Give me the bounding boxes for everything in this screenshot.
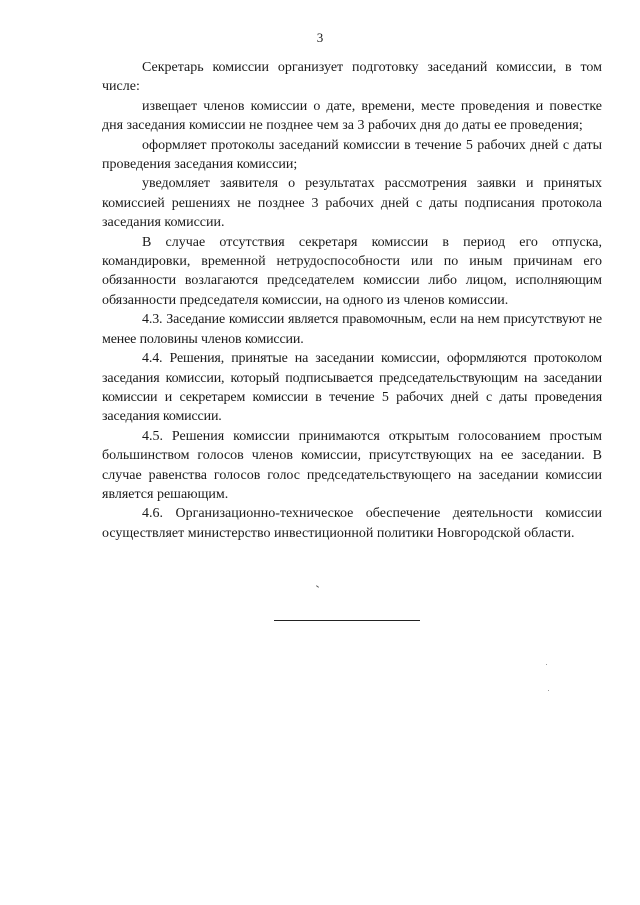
paragraph-notify-applicant: уведомляет заявителя о результатах рассмотрения заявки и принятых комиссией решениях не позднее 3 рабочих дней с даты подписания протокола заседания комиссии. — [102, 176, 602, 231]
paragraph-4-3-quorum: 4.3. Заседание комиссии является правомочным, если на нем присутствуют не менее половины членов комиссии. — [102, 312, 602, 347]
scan-dot — [548, 690, 549, 691]
paragraph-4-4-decisions: 4.4. Решения, принятые на заседании комиссии, оформляются протоколом заседания комиссии, который подписывается председательствующим на заседании комиссии и секретарем комиссии в течение 5 рабочих дней с даты проведения заседания комиссии. — [102, 351, 602, 425]
scan-mark — [316, 585, 319, 588]
paragraph-secretary-absence: В случае отсутствия секретаря комиссии в период его отпуска, командировки, временной нетрудоспособности или по иным причинам его обязанности возлагаются председателем комиссии либо лицом, исполняющим обязанности председателя комиссии, на одного из членов комиссии. — [102, 234, 602, 308]
scan-dot — [546, 664, 547, 665]
paragraph-notify-members: извещает членов комиссии о дате, времени, месте проведения и повестке дня заседания комиссии не позднее чем за 3 рабочих дня до даты ее проведения; — [102, 98, 602, 134]
closing-divider-line — [274, 620, 420, 621]
paragraph-4-6-support: 4.6. Организационно-техническое обеспечение деятельности комиссии осуществляет министерство инвестиционной политики Новгородской области. — [102, 506, 602, 541]
paragraph-minutes: оформляет протоколы заседаний комиссии в течение 5 рабочих дней с даты проведения заседания комиссии; — [102, 137, 602, 173]
paragraph-4-5-voting: 4.5. Решения комиссии принимаются открытым голосованием простым большинством голосов членов комиссии, присутствующих на ее заседании. В случае равенства голосов голос председательствующего на заседании комиссии является решающим. — [102, 428, 602, 502]
paragraph-secretary-duties-intro: Секретарь комиссии организует подготовку заседаний комиссии, в том числе: — [102, 60, 602, 95]
page-number: 3 — [316, 30, 324, 45]
document-body — [102, 58, 602, 543]
